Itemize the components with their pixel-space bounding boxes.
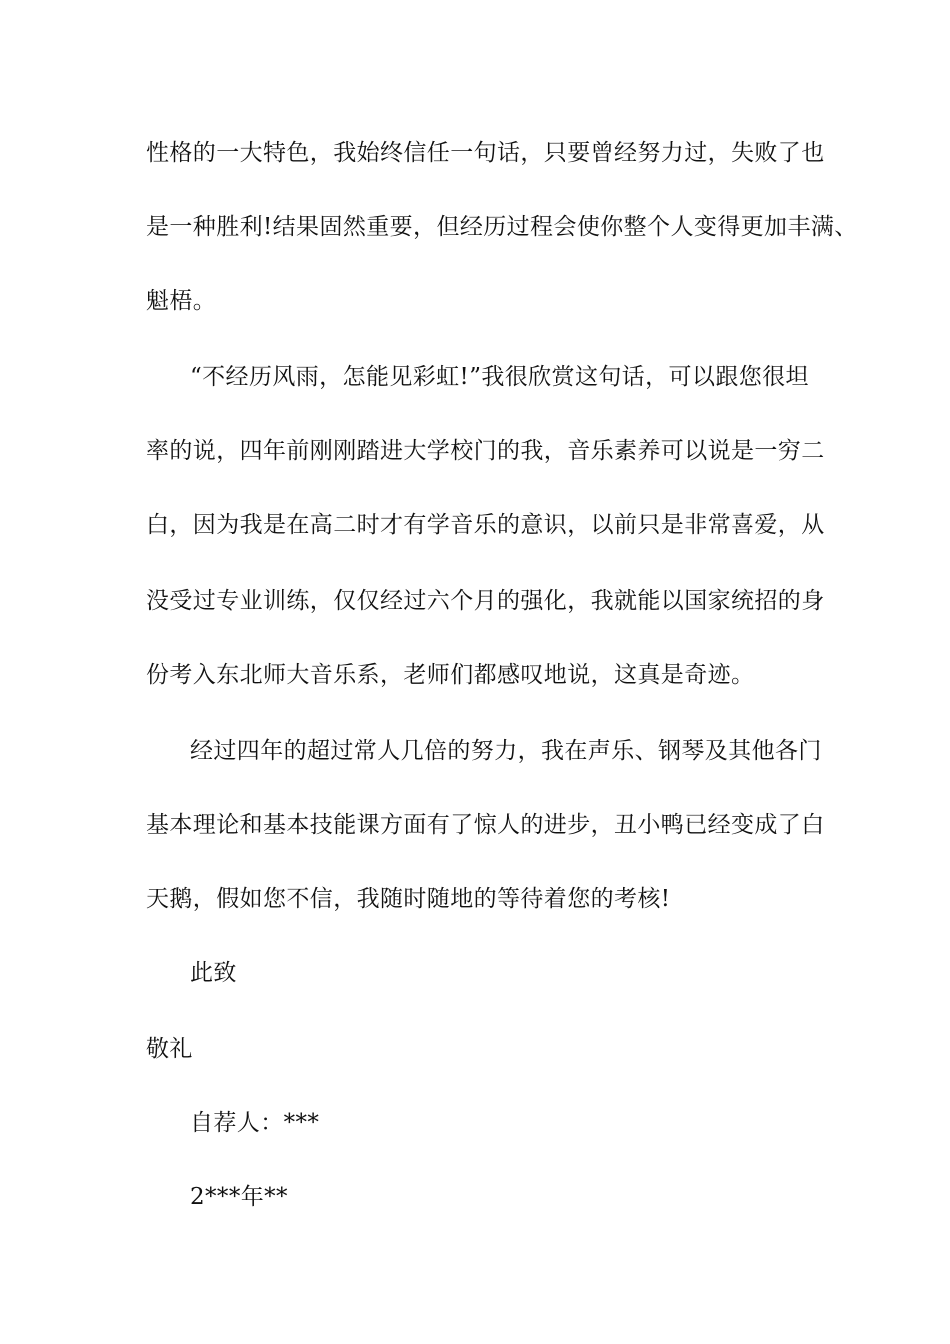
body-line: 没受过专业训练，仅仅经过六个月的强化，我就能以国家统招的身 xyxy=(146,588,825,614)
closing-salutation: 此致 xyxy=(190,960,237,986)
paragraph-first-line: 经过四年的超过常人几倍的努力，我在声乐、钢琴及其他各门 xyxy=(190,738,822,764)
body-line: 份考入东北师大音乐系，老师们都感叹地说，这真是奇迹。 xyxy=(146,662,755,688)
body-line: 天鹅，假如您不信，我随时随地的等待着您的考核! xyxy=(146,886,671,912)
body-line: 基本理论和基本技能课方面有了惊人的进步，丑小鸭已经变成了白 xyxy=(146,812,825,838)
body-line: 性格的一大特色，我始终信任一句话，只要曾经努力过，失败了也 xyxy=(146,140,825,166)
paragraph-first-line: “不经历风雨，怎能见彩虹!”我很欣赏这句话，可以跟您很坦 xyxy=(190,364,809,390)
closing-regards: 敬礼 xyxy=(146,1036,193,1062)
body-line: 白，因为我是在高二时才有学音乐的意识，以前只是非常喜爱，从 xyxy=(146,512,825,538)
date-line: 2***年** xyxy=(190,1184,288,1210)
body-line: 魁梧。 xyxy=(146,288,217,314)
body-line: 率的说，四年前刚刚踏进大学校门的我，音乐素养可以说是一穷二 xyxy=(146,438,825,464)
signature-line: 自荐人：*** xyxy=(190,1110,320,1136)
body-line: 是一种胜利!结果固然重要，但经历过程会使你整个人变得更加丰满、 xyxy=(146,214,858,240)
